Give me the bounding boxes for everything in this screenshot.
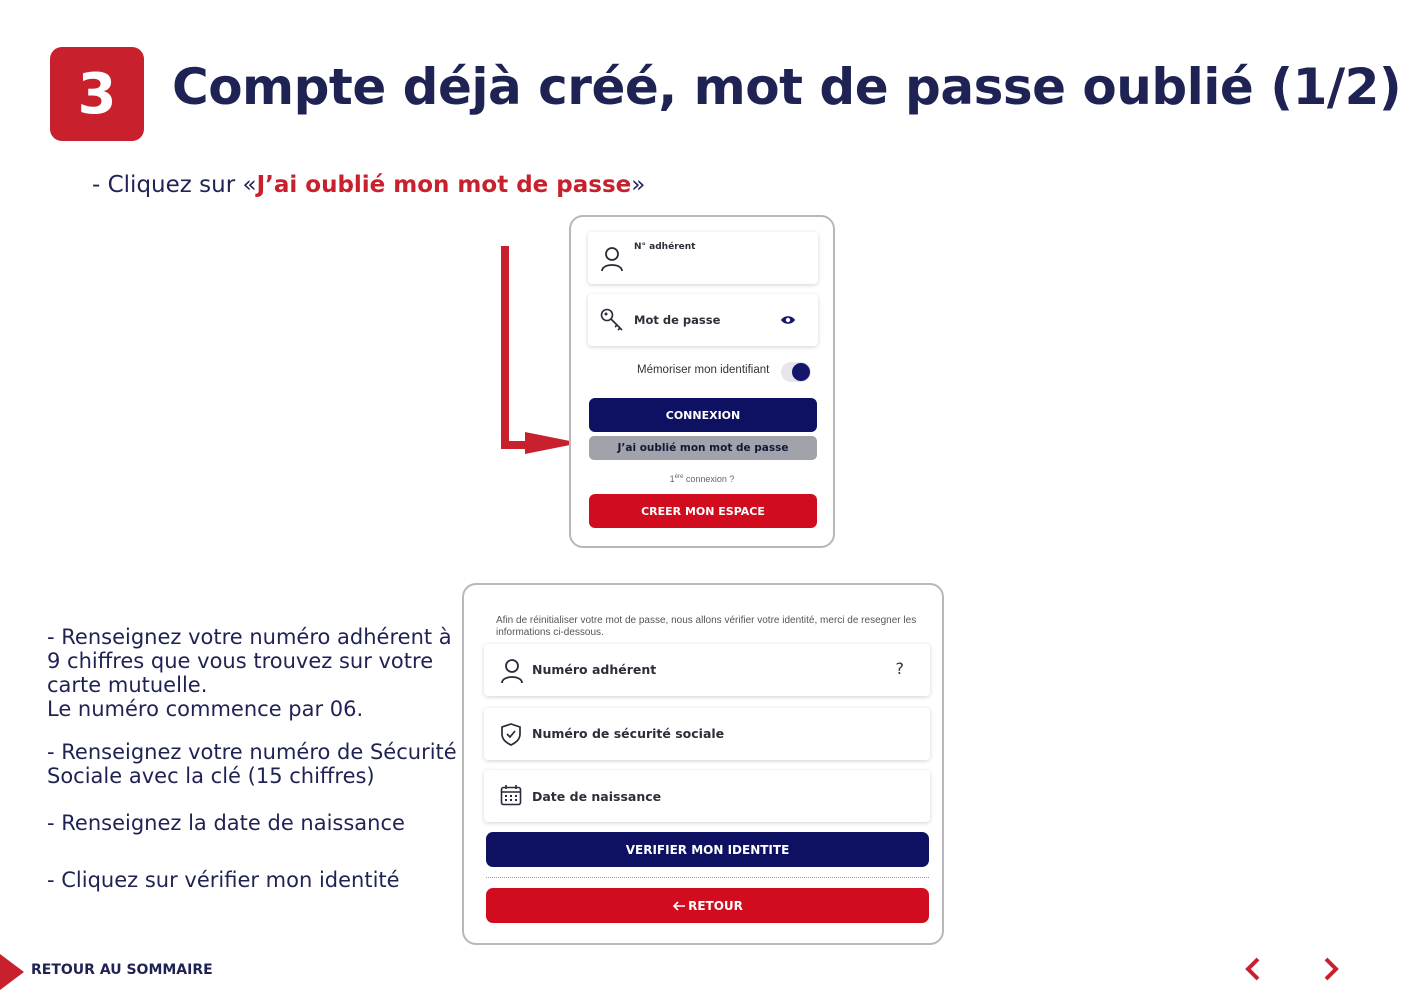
divider <box>486 877 929 878</box>
birth-date-input[interactable] <box>484 770 930 822</box>
connexion-button[interactable]: CONNEXION <box>589 398 817 432</box>
instruction-line: Le numéro commence par 06. <box>47 697 364 721</box>
click-forgot-instruction <box>92 172 645 198</box>
back-to-summary-link[interactable]: RETOUR AU SOMMAIRE <box>31 962 213 978</box>
instruction-social-security <box>47 740 457 788</box>
back-button[interactable] <box>486 888 929 923</box>
instruction-highlight: J’ai oublié mon mot de passe <box>256 172 632 198</box>
instruction-line: carte mutuelle. <box>47 673 208 697</box>
back-button-label: RETOUR <box>688 898 743 913</box>
create-account-button[interactable]: CREER MON ESPACE <box>589 494 817 528</box>
instruction-verify: - Cliquez sur vérifier mon identité <box>47 868 400 892</box>
social-security-input[interactable] <box>484 708 930 760</box>
chevron-left-icon[interactable] <box>1241 956 1265 982</box>
instruction-line: - Renseignez votre numéro de Sécurité <box>47 740 457 764</box>
verify-identity-button[interactable]: VERIFIER MON IDENTITE <box>486 832 929 867</box>
help-question-mark[interactable]: ? <box>895 659 904 678</box>
user-icon <box>600 246 624 272</box>
member-number-input-label: Numéro adhérent <box>532 662 657 677</box>
page-title: Compte déjà créé, mot de passe oublié (1/2) <box>172 58 1402 116</box>
instruction-member-number <box>47 625 452 721</box>
instruction-birth-date: - Renseignez la date de naissance <box>47 811 405 835</box>
remember-me-label: Mémoriser mon identifiant <box>637 364 770 376</box>
member-number-input[interactable] <box>484 644 930 696</box>
back-to-summary-marker <box>0 954 24 990</box>
member-number-label: N° adhérent <box>634 242 696 252</box>
shield-check-icon <box>500 722 522 746</box>
key-icon <box>600 308 624 332</box>
toggle-knob <box>792 363 810 381</box>
instruction-suffix: » <box>631 172 646 198</box>
first-connection-label: connexion ? <box>683 474 735 484</box>
birth-date-label: Date de naissance <box>532 789 662 804</box>
remember-me-toggle[interactable] <box>781 362 811 382</box>
first-connection-text <box>571 474 833 484</box>
password-field[interactable] <box>588 294 818 346</box>
password-label: Mot de passe <box>634 313 721 327</box>
reset-intro-text: Afin de réinitialiser votre mot de passe, nous allons vérifier votre identité, merci de resegner les informations ci-dessous. <box>496 615 917 638</box>
login-screen-capture <box>569 215 835 548</box>
reset-screen-capture <box>462 583 944 945</box>
instruction-prefix: - Cliquez sur « <box>92 172 257 198</box>
arrow-left-icon <box>672 901 686 911</box>
chevron-right-icon[interactable] <box>1319 956 1343 982</box>
first-connection-number: 1 <box>669 474 675 484</box>
instruction-line: Sociale avec la clé (15 chiffres) <box>47 764 375 788</box>
instruction-line: 9 chiffres que vous trouvez sur votre <box>47 649 434 673</box>
eye-icon[interactable] <box>780 314 796 326</box>
member-number-field[interactable] <box>588 232 818 284</box>
instruction-line: - Renseignez votre numéro adhérent à <box>47 625 452 649</box>
step-number-badge: 3 <box>50 47 144 141</box>
forgot-password-button[interactable]: J’ai oublié mon mot de passe <box>589 436 817 460</box>
user-icon <box>500 658 524 684</box>
first-connection-ordinal: ère <box>674 474 684 480</box>
calendar-icon <box>500 784 522 806</box>
social-security-label: Numéro de sécurité sociale <box>532 726 725 741</box>
